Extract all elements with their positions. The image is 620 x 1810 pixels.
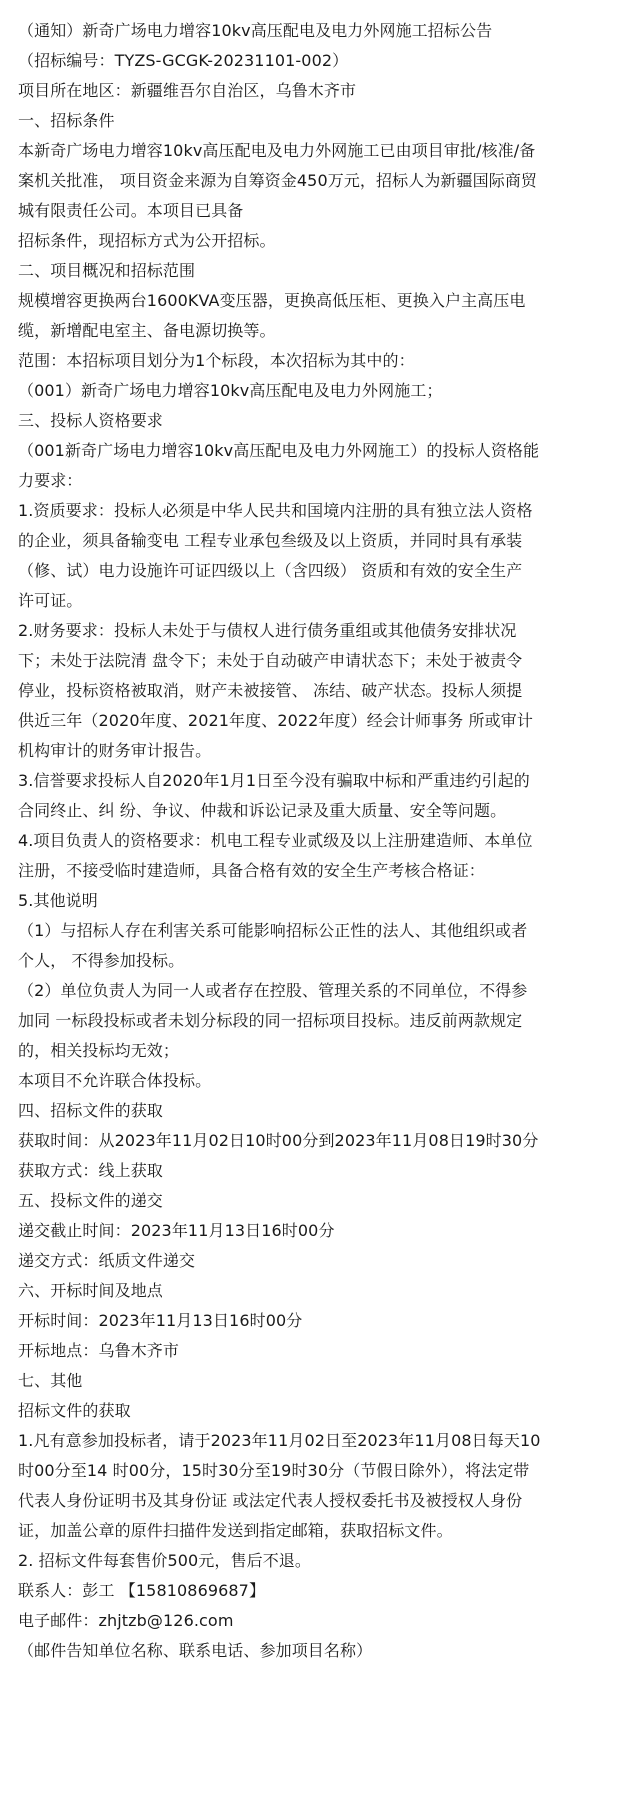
text-line: 一、招标条件 [18, 111, 115, 130]
text-line: （1）与招标人存在利害关系可能影响招标公正性的法人、其他组织或者 [18, 921, 528, 940]
text-line: 机构审计的财务审计报告。 [18, 741, 212, 760]
text-line: 3.信誉要求投标人自2020年1月1日至今没有骗取中标和严重违约引起的 [18, 771, 530, 790]
text-line: 本项目不允许联合体投标。 [18, 1071, 212, 1090]
text-line: 开标地点：乌鲁木齐市 [18, 1341, 180, 1360]
text-line: 获取时间：从2023年11月02日10时00分到2023年11月08日19时30分 [18, 1131, 539, 1150]
text-line: 2. 招标文件每套售价500元，售后不退。 [18, 1551, 311, 1570]
text-line: （招标编号：TYZS-GCGK-20231101-002） [18, 51, 349, 70]
text-line: （邮件告知单位名称、联系电话、参加项目名称） [18, 1641, 373, 1660]
text-line: （2）单位负责人为同一人或者存在控股、管理关系的不同单位，不得参 [18, 981, 528, 1000]
text-line: 的，相关投标均无效； [18, 1041, 180, 1060]
text-line: 规模增容更换两台1600KVA变压器，更换高低压柜、更换入户主高压电 [18, 291, 526, 310]
text-line: 4.项目负责人的资格要求：机电工程专业贰级及以上注册建造师、本单位 [18, 831, 533, 850]
text-line: 本新奇广场电力增容10kv高压配电及电力外网施工已由项目审批/核准/备 [18, 141, 536, 160]
text-line: 加同 一标段投标或者未划分标段的同一招标项目投标。违反前两款规定 [18, 1011, 523, 1030]
text-line: 1.凡有意参加投标者，请于2023年11月02日至2023年11月08日每天10 [18, 1431, 541, 1450]
text-line: 二、项目概况和招标范围 [18, 261, 196, 280]
text-line: （修、试）电力设施许可证四级以上（含四级） 资质和有效的安全生产 [18, 561, 523, 580]
text-line: 个人， 不得参加投标。 [18, 951, 185, 970]
text-line: 5.其他说明 [18, 891, 98, 910]
text-line: 开标时间：2023年11月13日16时00分 [18, 1311, 303, 1330]
text-line: 范围：本招标项目划分为1个标段，本次招标为其中的： [18, 351, 415, 370]
text-line: 许可证。 [18, 591, 83, 610]
text-line: 七、其他 [18, 1371, 83, 1390]
text-line: 1.资质要求：投标人必须是中华人民共和国境内注册的具有独立法人资格 [18, 501, 533, 520]
text-line: 注册，不接受临时建造师，具备合格有效的安全生产考核合格证： [18, 861, 485, 880]
text-line: 供近三年（2020年度、2021年度、2022年度）经会计师事务 所或审计 [18, 711, 533, 730]
text-line: 2.财务要求：投标人未处于与债权人进行债务重组或其他债务安排状况 [18, 621, 517, 640]
text-line: 城有限责任公司。本项目已具备 [18, 201, 244, 220]
text-line: （001）新奇广场电力增容10kv高压配电及电力外网施工； [18, 381, 443, 400]
text-line: 合同终止、纠 纷、争议、仲裁和诉讼记录及重大质量、安全等问题。 [18, 801, 507, 820]
text-line: 获取方式：线上获取 [18, 1161, 163, 1180]
text-line: 时00分至14 时00分，15时30分至19时30分（节假日除外），将法定带 [18, 1461, 530, 1480]
text-line: （通知）新奇广场电力增容10kv高压配电及电力外网施工招标公告 [18, 21, 493, 40]
text-line: 电子邮件：zhjtzb@126.com [18, 1611, 234, 1630]
text-line: 下；未处于法院清 盘令下；未处于自动破产申请状态下；未处于被责令 [18, 651, 523, 670]
text-line: 五、投标文件的递交 [18, 1191, 163, 1210]
text-line: 的企业，须具备输变电 工程专业承包叁级及以上资质，并同时具有承装 [18, 531, 523, 550]
text-line: 代表人身份证明书及其身份证 或法定代表人授权委托书及被授权人身份 [18, 1491, 523, 1510]
text-line: 证，加盖公章的原件扫描件发送到指定邮箱，获取招标文件。 [18, 1521, 453, 1540]
text-line: 案机关批准， 项目资金来源为自筹资金450万元，招标人为新疆国际商贸 [18, 171, 538, 190]
text-line: 招标条件，现招标方式为公开招标。 [18, 231, 276, 250]
text-line: 停业，投标资格被取消，财产未被接管、 冻结、破产状态。投标人须提 [18, 681, 523, 700]
text-line: 三、投标人资格要求 [18, 411, 163, 430]
text-line: 缆，新增配电室主、备电源切换等。 [18, 321, 276, 340]
text-line: 四、招标文件的获取 [18, 1101, 163, 1120]
text-line: 项目所在地区：新疆维吾尔自治区，乌鲁木齐市 [18, 81, 357, 100]
text-line: 力要求： [18, 471, 83, 490]
text-line: 招标文件的获取 [18, 1401, 131, 1420]
text-line: 六、开标时间及地点 [18, 1281, 163, 1300]
text-line: 递交截止时间：2023年11月13日16时00分 [18, 1221, 335, 1240]
text-line: （001新奇广场电力增容10kv高压配电及电力外网施工）的投标人资格能 [18, 441, 540, 460]
text-line: 联系人：彭工 【15810869687】 [18, 1581, 266, 1600]
text-line: 递交方式：纸质文件递交 [18, 1251, 196, 1270]
